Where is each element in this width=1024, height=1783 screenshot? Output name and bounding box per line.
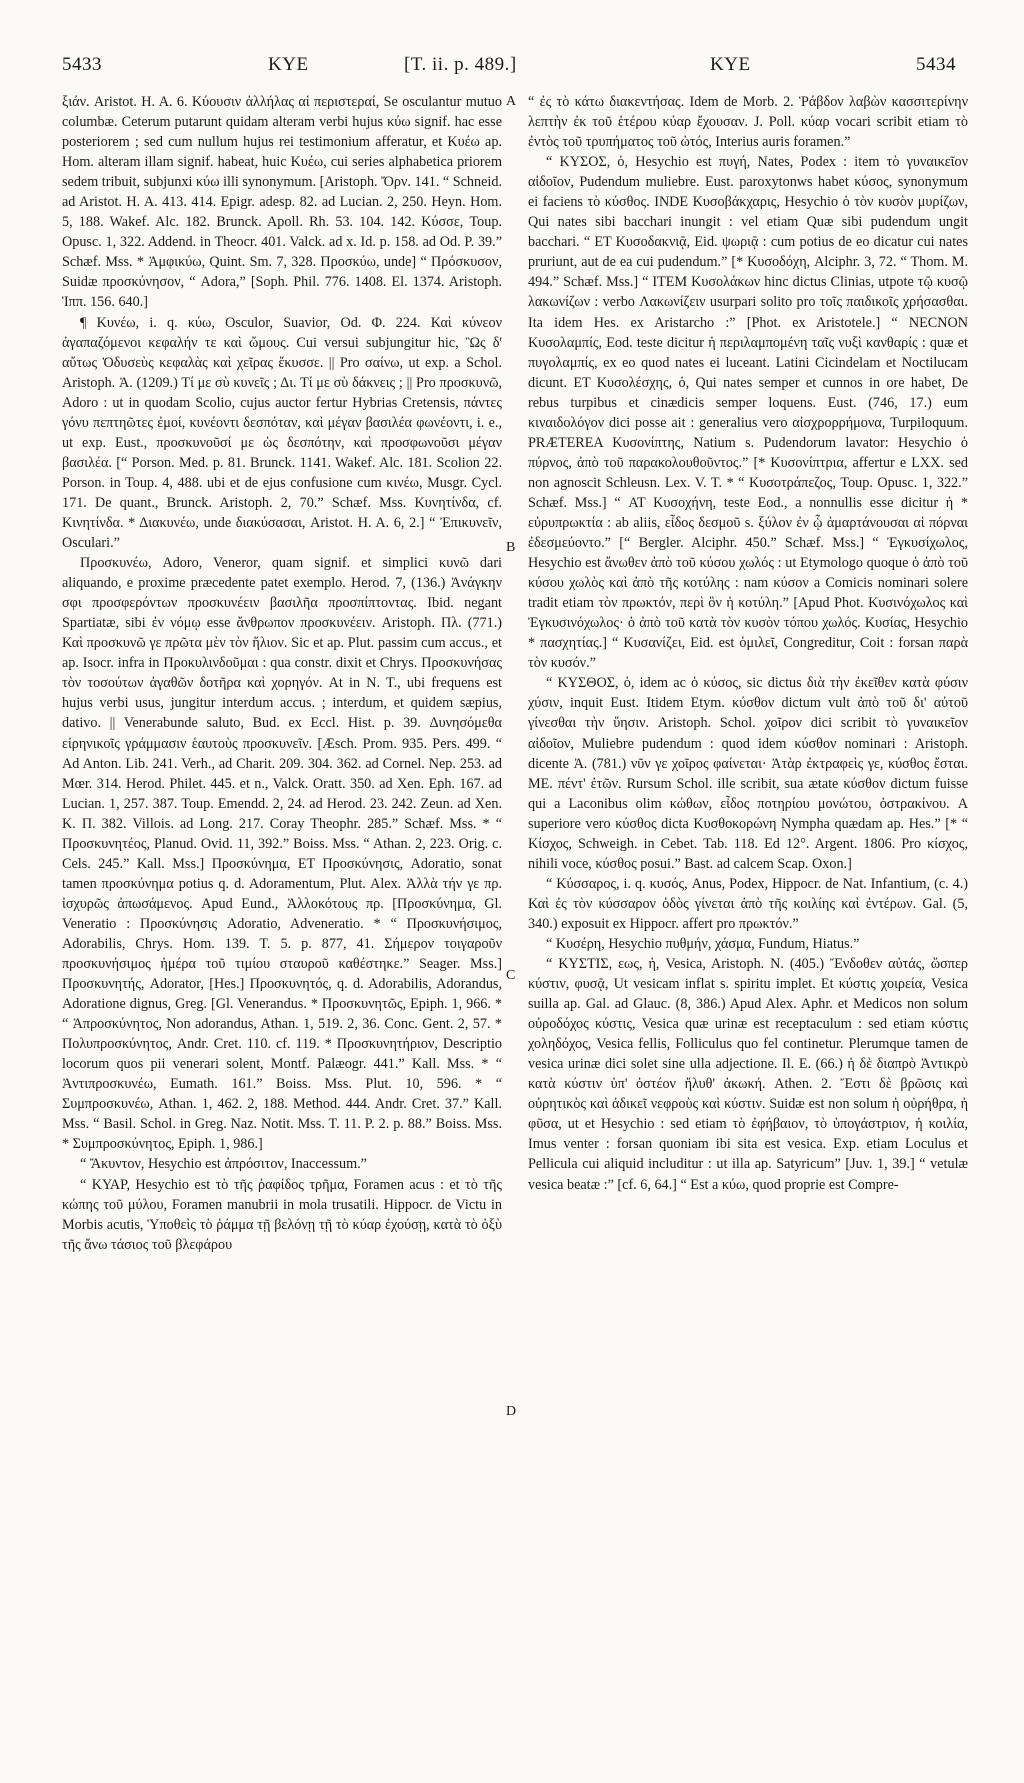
paragraph: Προσκυνέω, Adoro, Veneror, quam signif. et simplici κυνῶ dari aliquando, e proxime præcedente patet exemplo. Herod. 7, (136.) Ἀνάγκην σφι προσφερόντων προσκυνέειν βασιλῆα προσπίπτοντας. Ibid. negant Spartiatæ, sibi ἐν νόμῳ esse ἄνθρωπον προσκυνέειν. Aristoph. Πλ. (771.) Καὶ προσκυνῶ γε πρῶτα μὲν τὸν ἥλιον. Sic et ap. Plut. passim cum accus., et ap. Isocr. infra in Προκυλινδοῦμαι : qua constr. dixit et Chrys. Προσκυνήσας τὸν τοσούτων ἀγαθῶν δοτῆρα καὶ χορηγόν. At in N. T., ubi frequens est hujus verbi usus, jungitur interdum accus. ; interdum, et quidem sæpius, dativo. || Venerabunde saluto, Bud. ex Eccl. Hist. p. 39. Δυνησόμεθα εἰρηνικοῖς γράμμασιν ἑαυτοὺς προσκυνεῖν. [Æsch. Prom. 935. Pers. 499. “ Ad Anton. Lib. 241. Verh., ad Charit. 209. 304. 362. ad Cornel. Nep. 253. ad Mœr. 314. Herod. Philet. 445. et n., Valck. Oratt. 350. ad Xen. Eph. 167. ad Lucian. 1, 257. 387. Toup. Emendd. 2, 24. ad Herod. 23. 242. Zeun. ad Xen. K. Π. 382. Villois. ad Long. 217. Coray Theophr. 285.” Schæf. Mss. * “ Προσκυνητέος, Planud. Ovid. 11, 392.” Boiss. Mss. “ Athan. 2, 223. Orig. c. Cels. 245.” Kall. Mss.] Προσκύνημα, ET Προσκύνησις, Adoratio, sonat tamen προσκύνημα potius q. d. Adoramentum, Plut. Alex. Ἀλλὰ τήν γε πρ. ἰσχυρῶς ἀπωσάμενος. Apud Eund., Ἀλλοκότους πρ. [Προσκύνημα, Gl. Veneratio : Προσκύνησις Adoratio, Adveneratio. * “ Προσκυνήσιμος, Adorabilis, Chrys. Hom. 139. T. 5. p. 877, 41. Σήμερον τοιγαροῦν προσκυνήσιμος ἡμέρα τοῦ τιμίου σταυροῦ καθέστηκε.” Seager. Mss.] Προσκυνητής, Adorator, [Hes.] Προσκυνητός, q. d. Adorabilis, Adorandus, Adoratione dignus, Greg. [Gl. Venerandus. * Προσκυνητῶς, Epiph. 1, 966. * “ Ἀπροσκύνητος, Non adorandus, Athan. 1, 519. 2, 36. Conc. Gent. 2, 57. * Πολυπροσκύνητος, Andr. Cret. 110. cf. 119. * Προσκυνητήριον, Descriptio locorum quos pii venerari solent, Montf. Palæogr. 441.” Kall. Mss. * “ Ἀντιπροσκυνέω, Eumath. 161.” Boiss. Mss. Plut. 10, 596. * “ Συμπροσκυνέω, Athan. 1, 462. 2, 188. Method. 444. Andr. Cret. 37.” Kall. Mss. “ Basil. Schol. in Greg. Naz. Notit. Mss. T. 11. P. 2. p. 88.” Boiss. Mss. * Συμπροσκύνητος, Epiph. 1, 986.]	[62, 555, 502, 1153]
right-column	[528, 92, 968, 1762]
section-marker-b: B	[506, 540, 516, 555]
page-number-left: 5433	[62, 54, 102, 75]
headword-left: ΚΥΕ	[268, 54, 309, 75]
section-marker-c: C	[506, 968, 516, 983]
section-marker-a: A	[506, 94, 517, 109]
paragraph: ξιάν. Aristot. H. A. 6. Κύουσιν ἀλλήλας αἱ περιστεραί, Se osculantur mutuo columbæ. Ceterum putarunt quidam alteram verbi hujus κύω signif. hac esse posteriorem ; sed cum nullum hujus rei testimonium afferatur, et Κυέω ap. Hom. alteram illam signif. habeat, huic Κυέω, cui series alphabetica priorem sedem tribuit, subjunxi κύω illi synonymum. [Aristoph. Ὄρν. 141. “ Schneid. ad Aristot. H. A. 413. 414. Epigr. adesp. 82. ad Lucian. 2, 250. Heyn. Hom. 5, 188. Wakef. Alc. 182. Brunck. Apoll. Rh. 53. 104. 142. Κύσσε, Toup. Opusc. 1, 322. Addend. in Theocr. 401. Valck. ad x. Id. p. 158. ad Od. P. 39.” Schæf. Mss. * Ἀμφικύω, Quint. Sm. 7, 328. Προσκύω, unde] “ Πρόσκυσον, Suidæ προσκύνησον, “ Adora,” [Soph. Phil. 776. 1408. El. 1374. Aristoph. Ἱππ. 156. 640.]	[62, 94, 502, 311]
headword-right: ΚΥΕ	[710, 54, 751, 75]
paragraph: ¶ Κυνέω, i. q. κύω, Osculor, Suavior, Od. Φ. 224. Καὶ κύνεον ἀγαπαζόμενοι κεφαλήν τε καὶ ὤμους. Cui versui subjungitur hic, Ὣς δ' αὔτως Ὀδυσεὺς κεφαλὰς καὶ χεῖρας ἔκυσσε. || Pro σαίνω, ut exp. a Schol. Aristoph. Ἀ. (1209.) Τί με σὺ κυνεῖς ; Δι. Τί με σὺ δάκνεις ; || Pro προσκυνῶ, Adoro : ut in quodam Scolio, cujus auctor fertur Hybrias Cretensis, πάντες γόνυ πεπτηῶτες ἐμοί, κυνέοντι δεσπόταν, καὶ μέγαν βασιλέα φωνέοντι, i. e., ut exp. Eust., προσκυνοῦσί με ὡς δεσπότην, καὶ προσφωνοῦσι μέγαν βασιλέα. [“ Porson. Med. p. 81. Brunck. 1141. Wakef. Alc. 181. Scolion 22. Porson. in Toup. 4, 488. ubi et de ejus confusione cum κινέω, Musgr. Cycl. 171. De quant., Brunck. Aristoph. 2, 70.” Schæf. Mss. Κυνητίνδα, cf. Κινητίνδα. * Διακυνέω, unde διακύσασαι, Aristot. H. A. 6, 2.] “ Ἐπικυνεῖν, Osculari.”	[62, 314, 502, 552]
paragraph: “ ἐς τὸ κάτω διακεντήσας. Idem de Morb. 2. Ῥάβδον λαβὼν κασσιτερίνην λεπτὴν ἐκ τοῦ ἑτέρου κύαρ ἔχουσαν. J. Poll. κύαρ vocari scribit etiam τὸ ἐντὸς τοῦ τρυπήματος τοῦ ὠτός, Interius auris foramen.”	[528, 94, 968, 151]
volume-reference: [T. ii. p. 489.]	[404, 54, 517, 75]
page-number-right: 5434	[916, 54, 956, 75]
paragraph: “ Κύσσαρος, i. q. κυσός, Anus, Podex, Hippocr. de Nat. Infantium, (c. 4.) Καὶ ἐς τὸν κύσσαρον ὁδὸς γίνεται ἀπὸ τῆς κοιλίης καὶ ἐντέρων. Gal. (5, 340.) exposuit ex Hippocr. affert pro πρωκτόν.”	[528, 875, 968, 932]
left-column	[62, 92, 502, 1762]
paragraph: “ ΚΥΣΤΙΣ, εως, ἡ, Vesica, Aristoph. N. (405.) Ἔνδοθεν αὐτάς, ὥσπερ κύστιν, φυσᾷ, Ut vesicam inflat s. spiritu implet. Et κύστις χοιρεία, Vesica suilla ap. Gal. ad Glauc. (8, 386.) Apud Alex. Aphr. et Medicos non solum οὐροδόχος κύστις, Vesica quæ urinæ est receptaculum : sed etiam κύστις χοληδόχος, Vesica fellis, Folliculus quo fel continetur. Plerumque tamen de vesica urinæ dici solet sine ulla adjectione. Il. E. (66.) ἡ δὲ διαπρὸ Ἀντικρὺ κατὰ κύστιν ὑπ' ὀστέον ἤλυθ' ἀκωκή. Athen. 2. Ἔστι δὲ βρῶσις καὶ οὐρητικὸς καὶ ἀδικεῖ νεφροὺς καὶ κύστιν. Suidæ est non solum ἡ οὐρήθρα, ἡ φῦσα, ut et Hesychio : sed etiam τὸ ἐφήβαιον, τὸ ὑπογάστριον, ἡ κοιλία, Imus venter : forsan quoniam ibi sita est vesica. Exp. etiam Loculus et Pellicula cui aliquid includitur : ut illa ap. Satyricum” [Juv. 1, 39.] “ vetulæ vesica beatæ :” [cf. 6, 64.] “ Est a κύω, quod proprie est Compre-	[528, 956, 968, 1193]
section-marker-d: D	[506, 1404, 517, 1419]
paragraph: “ ΚΥΑΡ, Hesychio est τὸ τῆς ῥαφίδος τρῆμα, Foramen acus : et τὸ τῆς κώπης τοῦ μύλου, Foramen manubrii in mola trusatili. Hippocr. de Victu in Morbis acutis, Ὑποθεὶς τὸ ῥάμμα τῇ βελόνῃ τῇ τὸ κύαρ ἐχούσῃ, κατὰ τὸ ὀξὺ τῆς ἄνω τάσιος τοῦ βλεφάρου	[62, 1176, 502, 1253]
page-header	[0, 54, 1024, 84]
paragraph: “ Κυσέρη, Hesychio πυθμήν, χάσμα, Fundum, Hiatus.”	[546, 935, 860, 952]
paragraph: “ ΚΥΣΟΣ, ὁ, Hesychio est πυγή, Nates, Podex : item τὸ γυναικεῖον αἰδοῖον, Pudendum muliebre. Eust. paroxytonws habet κύσος, synonymum ei faciens τὸ κύσθος. INDE Κυσοβάκχαρις, Hesychio ὁ τὸν κυσὸν μυρίζων, Qui nates sibi bacchari inungit : vel etiam Quæ sibi pudendum ungit bacchari. “ ET Κυσοδακνιᾷ, Eid. ψωριᾷ : cum potius de eo dicatur cui nates pruriunt, aut de ea cui pudendum.” [* Κυσοδόχη, Alciphr. 3, 72. “ Thom. M. 494.” Schæf. Mss.] “ ITEM Κυσολάκων hinc dictus Clinias, utpote τῷ κυσῷ λακωνίζων : verbo Λακωνίζειν usurpari solito pro τοῖς παιδικοῖς χρήσασθαι. Ita idem Hes. ex Aristarcho :” [Phot. ex Aristotele.] “ NECNON Κυσολαμπίς, Eod. teste dicitur ἡ περιλαμπομένη ταῖς νυξὶ κανθαρίς : quæ et πυγολαμπίς, ex eo quod nates ei luceant. Latini Cicindelam et Noctilucam dicunt. ET Κυσολέσχης, ὁ, Qui nates semper et cunnos in ore habet, De rebus turpibus et cinædicis semper loquens. Eust. (746, 17.) eum κιναιδολόγον dici posse ait : generalius vero αἰσχρορρήμονα, Turpiloquum. PRÆTEREA Κυσονίπτης, Natium s. Pudendorum lavator: Hesychio ὁ πύρνος, ἀπὸ τοῦ παρακολουθοῦντος.” [* Κυσονίπτρια, affertur e LXX. sed non agnoscit Schleusn. Lex. V. T. * “ Κυσοτράπεζος, Toup. Opusc. 1, 322.” Schæf. Mss.] “ AT Κυσοχήνη, teste Eod., a nonnullis esse dicitur ἡ * εὐρυπρωκτία : ab aliis, εἶδος δεσμοῦ s. ξύλον ἐν ᾧ ἁμαρτάνουσαι αἱ πόρναι ἐδεσμεύοντο.” [“ Bergler. Alciphr. 450.” Schæf. Mss.] “ Ἐγκυσίχωλος, Hesychio est ἄνωθεν ἀπὸ τοῦ κύσου χωλός : ut Etymologo quoque ὁ ἀπὸ τοῦ κύσου χωλὸς καὶ ἀπὸ τῆς κοτύλης : nam κύσον a Comicis nominari solere tradit etiam τὸν πρωκτόν, περὶ ὃν ἡ κοτύλη.” [Apud Phot. Κυσινόχωλος καὶ Ἐγκυσινόχωλος· ὁ ἀπὸ τοῦ κατὰ τὸν κυσὸν τόπου χωλός. Κυσίας, Hesychio * πασχητίας.] “ Κυσανίζει, Eid. est ὁμιλεῖ, Congreditur, Coit : forsan παρὰ τὸν κυσόν.”	[528, 154, 968, 672]
paragraph: “ Ἄκυντον, Hesychio est ἀπρόσιτον, Inaccessum.”	[80, 1156, 367, 1173]
paragraph: “ ΚΥΣΘΟΣ, ὁ, idem ac ὁ κύσος, sic dictus διὰ τὴν ἐκεῖθεν κατὰ φύσιν χύσιν, inquit Eust. Itidem Etym. κύσθον dictum vult ἀπὸ τοῦ δι' αὐτοῦ γίνεσθαι τὴν ὕησιν. Aristoph. Schol. χοῖρον dici scribit τὸ γυναικεῖον αἰδοῖον, Muliebre pudendum : quod idem κύσθον nominari : Aristoph. dicente Ἀ. (781.) νῦν γε χοῖρος φαίνεται· Ἀτὰρ ἐκτραφεὶς γε, κύσθος ἔσται. ΜΕ. πέντ' ἐτῶν. Rursum Schol. ille scribit, sua ætate κύσθον dictum fuisse qui a Laconibus olim κώθων, εἶδος ποτηρίου μονώτου, ὀστρακίνου. A superiore vero κύσθος dicta Κυσθοκορώνη Nympha quædam ap. Hes.” [* “ Κίσχος, Schweigh. in Cebet. Tab. 118. Ed 12°. Argent. 1806. Pro κίσχος, nihili voce, κύσθος posui.” Bast. ad calcem Scap. Oxon.]	[528, 675, 968, 872]
